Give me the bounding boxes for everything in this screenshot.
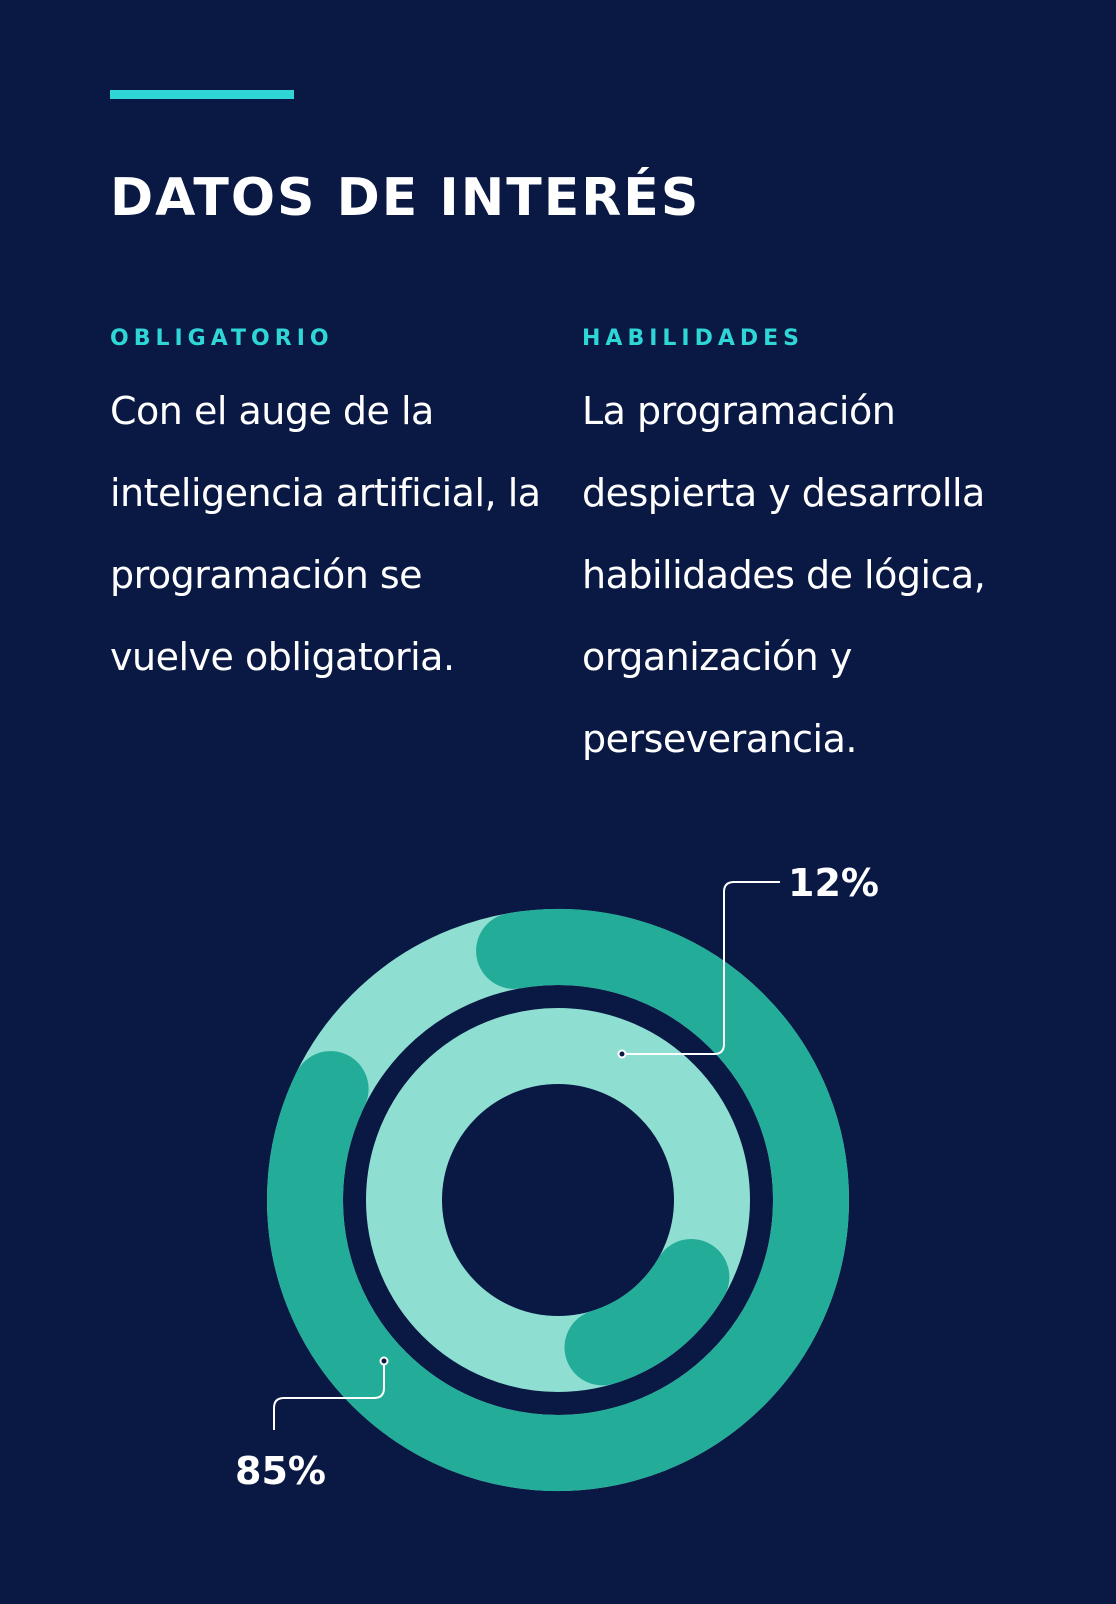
column-habilidades [582,326,1012,780]
text-line: inteligencia artificial, la [110,471,541,515]
outer-percent-label: 85% [235,1449,326,1493]
text-line: perseverancia. [582,717,857,761]
text-line: organización y [582,635,852,679]
callout-dot-inner [619,1051,626,1058]
column-label: OBLIGATORIO [110,326,334,351]
text-line: despierta y desarrolla [582,471,985,515]
text-line: La programación [582,389,896,433]
inner-percent-label: 12% [788,861,879,905]
text-line: programación se [110,553,423,597]
ring-chart [0,840,1116,1580]
text-line: vuelve obligatoria. [110,635,455,679]
accent-bar [110,90,294,99]
column-text [582,370,1012,780]
text-line: Con el auge de la [110,389,434,433]
inner-ring-value-arc [603,1277,692,1347]
text-line: habilidades de lógica, [582,553,986,597]
page-title: DATOS DE INTERÉS [110,168,701,228]
column-label: HABILIDADES [582,326,805,351]
column-obligatorio [110,326,540,698]
callout-dot-outer [381,1358,388,1365]
column-text [110,370,540,698]
